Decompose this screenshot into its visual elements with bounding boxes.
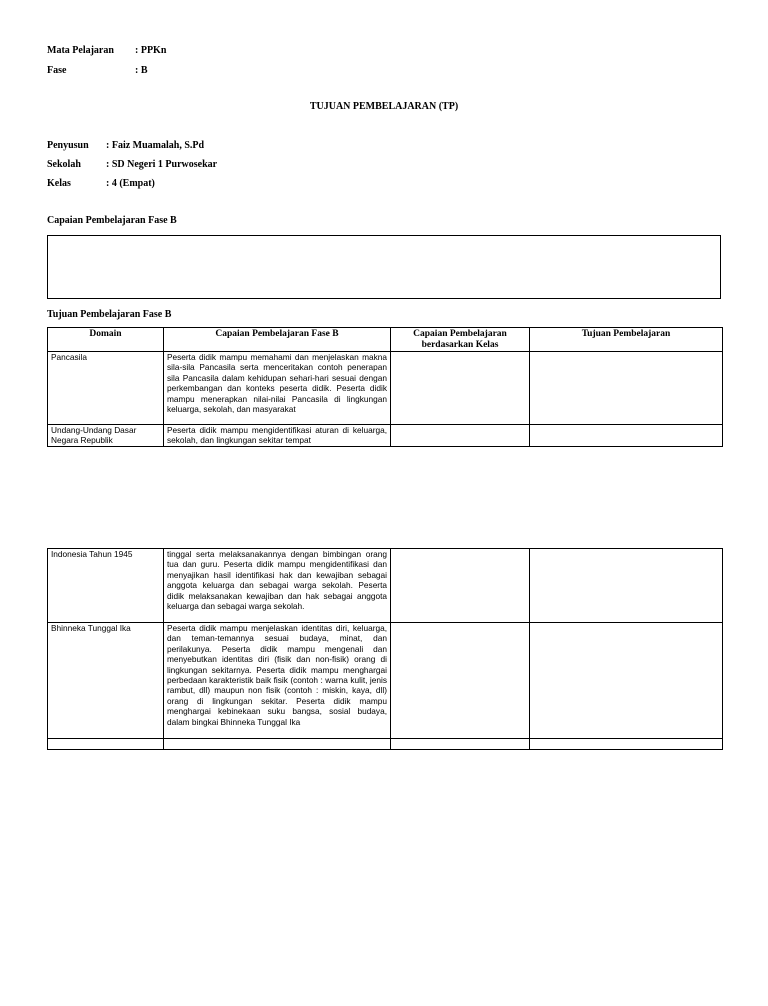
table-row [48,739,723,750]
tp-cell [530,425,723,447]
domain-cell [48,739,164,750]
school-value: : SD Negeri 1 Purwosekar [106,159,218,170]
author-label: Penyusun [47,140,89,151]
subject-value: : PPKn [135,45,167,56]
class-label: Kelas [47,178,71,189]
cp-class-cell [391,739,530,750]
author-value: : Faiz Muamalah, S.Pd [106,140,205,151]
cp-cell: Peserta didik mampu mengidentifikasi aturan di keluarga, sekolah, dan lingkungan sekitar tempat [164,425,391,447]
subject-label: Mata Pelajaran [47,45,114,56]
cp-class-cell [391,549,530,623]
tp-cell [530,549,723,623]
table-row [48,425,723,447]
school-label: Sekolah [47,159,81,170]
domain-cell: Pancasila [48,352,164,425]
header-tp: Tujuan Pembelajaran [530,328,723,352]
header-domain: Domain [48,328,164,352]
table-row [48,549,723,623]
cp-cell [164,739,391,750]
cp-class-cell [391,425,530,447]
domain-cell: Bhinneka Tunggal Ika [48,623,164,739]
table-header-row [48,328,723,352]
cp-class-cell [391,623,530,739]
phase-value: : B [135,65,148,76]
cp-heading: Capaian Pembelajaran Fase B [47,215,177,226]
cp-cell: tinggal serta melaksanakannya dengan bimbingan orang tua dan guru. Peserta didik mampu mengidentifikasi dan menyajikan hasil identifikasi hak dan kewajiban sebagai anggota keluarga dan sebagai warga sekolah. Peserta didik melaksanakan kewajiban dan hak sebagai anggota keluarga dan sebagai warga sekolah. [164,549,391,623]
domain-cell: Undang-Undang Dasar Negara Republik [48,425,164,447]
phase-label: Fase [47,65,67,76]
cp-box [47,235,721,299]
cp-class-cell [391,352,530,425]
header-cp: Capaian Pembelajaran Fase B [164,328,391,352]
tp-table-continued [47,548,723,750]
tp-table [47,327,723,447]
tp-cell [530,352,723,425]
cp-cell: Peserta didik mampu memahami dan menjelaskan makna sila-sila Pancasila serta menceritakan contoh penerapan sila Pancasila dalam kehidupan sehari-hari sesuai dengan perkembangan dan konteks peserta didik. Peserta didik mampu menerapkan nilai-nilai Pancasila di lingkungan keluarga, sekolah, dan masyarakat [164,352,391,425]
page-title: TUJUAN PEMBELAJARAN (TP) [309,101,459,112]
table-row [48,623,723,739]
table-row [48,352,723,425]
class-value: : 4 (Empat) [106,178,155,189]
cp-cell: Peserta didik mampu menjelaskan identitas diri, keluarga, dan teman-temannya sesuai budaya, minat, dan perilakunya. Peserta didik mampu mengenali dan menyebutkan identitas diri (fisik dan non-fisik) orang di lingkungan sekitarnya. Peserta didik mampu menghargai perbedaan karakteristik baik fisik (contoh : warna kulit, jenis rambut, dll) maupun non fisik (contoh : miskin, kaya, dll) orang di lingkungan sekitar. Peserta didik mampu menghargai kebinekaan suku bangsa, sosial budaya, dalam bingkai Bhinneka Tunggal Ika [164,623,391,739]
domain-cell: Indonesia Tahun 1945 [48,549,164,623]
header-cp-class: Capaian Pembelajaran berdasarkan Kelas [391,328,530,352]
tp-cell [530,739,723,750]
tp-heading: Tujuan Pembelajaran Fase B [47,309,172,320]
tp-cell [530,623,723,739]
